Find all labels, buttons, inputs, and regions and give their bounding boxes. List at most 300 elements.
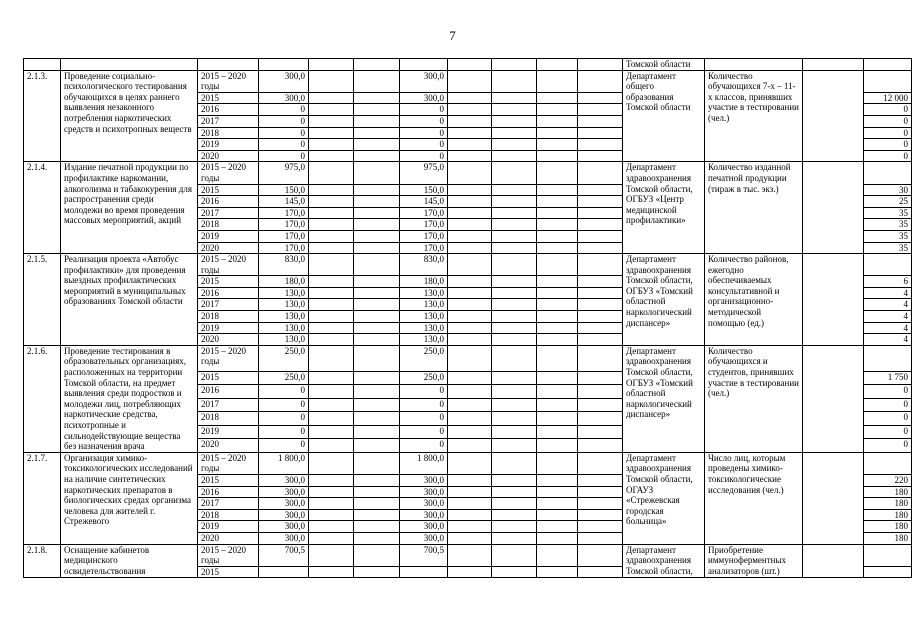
empty-cell [448,521,492,533]
regional-budget-amount: 170,0 [400,242,448,254]
table-row [24,70,912,92]
empty-cell [492,230,537,242]
empty-cell [309,139,354,151]
empty-cell [492,452,537,474]
empty-cell [492,70,537,92]
empty-cell [578,311,623,323]
period-cell: 2018 [198,412,259,426]
empty-cell [309,544,354,566]
period-cell: 2016 [198,486,259,498]
table-row [24,452,912,474]
period-cell: 2020 [198,532,259,544]
total-amount: 0 [259,150,309,162]
empty-cell [448,254,492,276]
empty-cell [309,230,354,242]
empty-cell [354,334,400,346]
empty-cell [492,162,537,184]
empty-cell [492,532,537,544]
total-amount: 130,0 [259,334,309,346]
empty-cell [309,150,354,162]
empty-cell [448,276,492,288]
empty-cell [492,311,537,323]
period-cell: 2020 [198,334,259,346]
total-amount: 180,0 [259,276,309,288]
indicator-value: 180 [864,486,912,498]
empty-cell [354,127,400,139]
empty-cell [448,242,492,254]
empty-cell [354,70,400,92]
indicator-value [864,162,912,184]
empty-cell [492,207,537,219]
empty-cell [492,566,537,578]
total-amount: 300,0 [259,486,309,498]
indicator-value: 12 000 [864,92,912,104]
empty-cell [578,498,623,510]
regional-budget-amount: 300,0 [400,70,448,92]
regional-budget-amount: 180,0 [400,276,448,288]
indicator-value: 180 [864,532,912,544]
empty-cell [578,521,623,533]
empty-cell [537,311,578,323]
period-cell: 2015 [198,276,259,288]
empty-cell [492,398,537,412]
empty-cell [803,254,864,346]
empty-cell [537,150,578,162]
activity-number: 2.1.8. [24,544,61,578]
empty-cell [354,230,400,242]
regional-budget-amount: 300,0 [400,486,448,498]
empty-cell [309,184,354,196]
empty-cell [492,276,537,288]
empty-cell [354,196,400,208]
empty-cell [537,242,578,254]
regional-budget-amount: 130,0 [400,287,448,299]
empty-cell [492,498,537,510]
empty-cell [578,276,623,288]
empty-cell [537,334,578,346]
empty-cell [578,486,623,498]
indicator-value: 30 [864,184,912,196]
empty-cell [309,398,354,412]
empty-cell [537,532,578,544]
empty-cell [537,322,578,334]
indicator-value: 0 [864,139,912,151]
period-cell: 2016 [198,385,259,399]
empty-cell [537,474,578,486]
regional-budget-amount: 145,0 [400,196,448,208]
empty-cell [354,566,400,578]
empty-cell [448,452,492,474]
total-amount: 145,0 [259,196,309,208]
empty-cell [309,452,354,474]
period-cell: 2015 – 2020 годы [198,345,259,371]
period-cell: 2018 [198,311,259,323]
empty-cell [537,385,578,399]
empty-cell [309,412,354,426]
empty-cell [448,70,492,92]
empty-cell [492,254,537,276]
regional-budget-amount: 170,0 [400,207,448,219]
activity-name: Организация химико-токсикологических исследований на наличие синтетических наркотических препаратов в биологических средах организма человека для жителей г. Стрежевого [61,452,198,544]
indicator-value [864,566,912,578]
regional-budget-amount: 0 [400,439,448,453]
regional-budget-amount: 130,0 [400,322,448,334]
empty-cell [578,299,623,311]
activity-name: Издание печатной продукции по профилактике наркомании, алкоголизма и табакокурения для распространения среди молодежи во время проведения массовых мероприятий, акций [61,162,198,254]
empty-cell [309,486,354,498]
empty-cell [537,162,578,184]
empty-cell [492,334,537,346]
empty-cell [537,521,578,533]
regional-budget-amount: 300,0 [400,474,448,486]
period-cell: 2015 – 2020 годы [198,544,259,566]
empty-cell [309,322,354,334]
indicator-name: Количество обучающихся и студентов, принявших участие в тестировании (чел.) [705,345,803,452]
total-amount: 130,0 [259,299,309,311]
indicator-value: 180 [864,509,912,521]
period-cell: 2020 [198,150,259,162]
regional-budget-amount: 170,0 [400,230,448,242]
empty-cell [448,299,492,311]
empty-cell [309,104,354,116]
regional-budget-amount: 830,0 [400,254,448,276]
empty-cell [492,322,537,334]
total-amount: 150,0 [259,184,309,196]
period-cell: 2015 [198,184,259,196]
empty-cell [578,287,623,299]
regional-budget-amount: 1 800,0 [400,452,448,474]
period-cell: 2017 [198,207,259,219]
empty-cell [803,70,864,162]
empty-cell [578,334,623,346]
empty-cell [537,486,578,498]
activity-number: 2.1.6. [24,345,61,452]
empty-cell [354,509,400,521]
empty-cell [492,196,537,208]
total-amount: 300,0 [259,509,309,521]
empty-cell [354,299,400,311]
indicator-value: 0 [864,127,912,139]
regional-budget-amount: 0 [400,104,448,116]
empty-cell [492,219,537,231]
empty-cell [354,425,400,439]
indicator-value [864,70,912,92]
period-cell: 2018 [198,219,259,231]
executor-cell: Департамент здравоохранения Томской области, [623,544,705,578]
indicator-value [864,452,912,474]
period-cell: 2016 [198,104,259,116]
empty-cell [309,207,354,219]
empty-cell [578,398,623,412]
indicator-value: 0 [864,439,912,453]
regional-budget-amount: 150,0 [400,184,448,196]
total-amount: 130,0 [259,311,309,323]
empty-cell [309,299,354,311]
total-amount: 300,0 [259,92,309,104]
indicator-value: 0 [864,150,912,162]
activity-number: 2.1.5. [24,254,61,346]
empty-cell [537,184,578,196]
regional-budget-amount: 250,0 [400,345,448,371]
empty-cell [537,276,578,288]
period-cell: 2015 [198,474,259,486]
empty-cell [803,345,864,452]
empty-cell [354,532,400,544]
regional-budget-amount: 300,0 [400,509,448,521]
empty-cell [448,566,492,578]
empty-cell [537,345,578,371]
total-amount: 830,0 [259,254,309,276]
empty-cell [309,566,354,578]
executor-cell: Департамент здравоохранения Томской области, ОГБУЗ «Томский областной наркологический диспансер» [623,345,705,452]
period-cell: 2016 [198,287,259,299]
empty-cell [578,230,623,242]
empty-cell [578,150,623,162]
empty-cell [492,486,537,498]
empty-cell [578,127,623,139]
total-amount: 0 [259,439,309,453]
empty-cell [309,521,354,533]
empty-cell [309,345,354,371]
empty-cell [578,162,623,184]
period-cell: 2015 – 2020 годы [198,162,259,184]
empty-cell [354,184,400,196]
period-cell: 2017 [198,398,259,412]
regional-budget-amount: 0 [400,425,448,439]
period-cell: 2015 – 2020 годы [198,452,259,474]
empty-cell [537,398,578,412]
period-cell: 2018 [198,509,259,521]
empty-cell [492,474,537,486]
empty-cell [448,412,492,426]
empty-cell [492,104,537,116]
period-cell: 2015 [198,566,259,578]
regional-budget-amount: 0 [400,398,448,412]
empty-cell [492,412,537,426]
indicator-value: 1 750 [864,371,912,385]
empty-cell [354,521,400,533]
indicator-name: Число лиц, которым проведены химико-токсикологические исследования (чел.) [705,452,803,544]
empty-cell [537,412,578,426]
table-row [24,162,912,184]
empty-cell [309,196,354,208]
empty-cell [354,486,400,498]
total-amount: 170,0 [259,242,309,254]
regional-budget-amount: 975,0 [400,162,448,184]
empty-cell [492,139,537,151]
empty-cell [537,299,578,311]
indicator-value: 0 [864,385,912,399]
empty-cell [354,254,400,276]
empty-cell [537,115,578,127]
regional-budget-amount: 0 [400,150,448,162]
empty-cell [448,219,492,231]
empty-cell [448,439,492,453]
empty-cell [309,334,354,346]
empty-cell [354,287,400,299]
empty-cell [537,425,578,439]
empty-cell [803,162,864,254]
empty-cell [309,70,354,92]
total-amount: 300,0 [259,498,309,510]
period-cell: 2019 [198,230,259,242]
empty-cell [448,498,492,510]
indicator-value: 35 [864,207,912,219]
empty-cell [354,150,400,162]
regional-budget-amount: 700,5 [400,544,448,566]
period-cell: 2018 [198,127,259,139]
regional-budget-amount: 0 [400,412,448,426]
empty-cell [537,498,578,510]
empty-cell [309,474,354,486]
empty-cell [537,544,578,566]
empty-cell [578,115,623,127]
activity-name: Проведение тестирования в образовательных организациях, расположенных на территории Томской области, на предмет выявления среди подростков и молодежи лиц, потребляющих наркотические средства, психотропные и сильнодействующие вещества без назначения врача [61,345,198,452]
empty-cell [492,371,537,385]
empty-cell [492,439,537,453]
indicator-value [864,254,912,276]
empty-cell [448,371,492,385]
table-row [24,345,912,371]
empty-cell [309,509,354,521]
indicator-value: 25 [864,196,912,208]
empty-cell [448,509,492,521]
period-cell: 2020 [198,439,259,453]
indicator-value: 0 [864,398,912,412]
empty-cell [448,322,492,334]
indicator-value: 35 [864,230,912,242]
empty-cell [309,532,354,544]
empty-cell [448,139,492,151]
executor-cell: Томской области [623,59,705,71]
empty-cell [578,322,623,334]
empty-cell [492,242,537,254]
activity-number: 2.1.7. [24,452,61,544]
empty-cell [354,276,400,288]
empty-cell [578,70,623,92]
empty-cell [578,425,623,439]
empty-cell [578,532,623,544]
empty-cell [309,371,354,385]
regional-budget-amount: 250,0 [400,371,448,385]
total-amount: 130,0 [259,287,309,299]
empty-cell [448,287,492,299]
empty-cell [537,139,578,151]
table-row [24,254,912,276]
empty-cell [354,139,400,151]
indicator-value: 180 [864,498,912,510]
period-cell: 2017 [198,498,259,510]
empty-cell [354,104,400,116]
indicator-value: 0 [864,425,912,439]
empty-cell [537,287,578,299]
empty-cell [354,92,400,104]
empty-cell [537,92,578,104]
empty-cell [354,498,400,510]
regional-budget-amount: 130,0 [400,311,448,323]
executor-cell: Департамент общего образования Томской области [623,70,705,162]
period-cell: 2017 [198,115,259,127]
indicator-value: 4 [864,322,912,334]
empty-cell [492,92,537,104]
empty-cell [578,139,623,151]
empty-cell [448,207,492,219]
indicator-value: 0 [864,104,912,116]
empty-cell [448,345,492,371]
empty-cell [309,115,354,127]
regional-budget-amount: 0 [400,115,448,127]
total-amount: 300,0 [259,474,309,486]
empty-cell [492,184,537,196]
total-amount: 975,0 [259,162,309,184]
empty-cell [537,439,578,453]
indicator-value: 4 [864,299,912,311]
total-amount: 1 800,0 [259,452,309,474]
empty-cell [354,474,400,486]
regional-budget-amount: 130,0 [400,334,448,346]
empty-cell [492,544,537,566]
empty-cell [448,162,492,184]
total-amount: 300,0 [259,521,309,533]
table-row [24,544,912,566]
regional-budget-amount: 0 [400,385,448,399]
regional-budget-amount: 0 [400,127,448,139]
page-number: 7 [449,28,456,43]
period-cell: 2019 [198,521,259,533]
empty-cell [492,385,537,399]
empty-cell [309,242,354,254]
empty-cell [578,385,623,399]
period-cell: 2019 [198,139,259,151]
empty-cell [309,219,354,231]
executor-cell: Департамент здравоохранения Томской области, ОГБУЗ «Томский областной наркологический диспансер» [623,254,705,346]
empty-cell [448,334,492,346]
regional-budget-amount: 300,0 [400,498,448,510]
total-amount: 170,0 [259,230,309,242]
empty-cell [578,412,623,426]
empty-cell [448,230,492,242]
indicator-value [864,544,912,566]
empty-cell [448,92,492,104]
empty-cell [448,115,492,127]
empty-cell [354,385,400,399]
period-cell: 2017 [198,299,259,311]
empty-cell [354,219,400,231]
empty-cell [448,127,492,139]
empty-cell [448,474,492,486]
empty-cell [578,452,623,474]
total-amount: 0 [259,127,309,139]
empty-cell [537,254,578,276]
activity-name: Оснащение кабинетов медицинского освидетельствования [61,544,198,578]
empty-cell [492,115,537,127]
empty-cell [492,287,537,299]
total-amount: 0 [259,115,309,127]
indicator-name: Приобретение иммуноферментных анализаторов (шт.) [705,544,803,578]
indicator-value: 4 [864,287,912,299]
total-amount: 250,0 [259,371,309,385]
empty-cell [309,92,354,104]
indicator-value: 0 [864,115,912,127]
empty-cell [309,276,354,288]
activity-name: Реализация проекта «Автобус профилактики» для проведения выездных профилактических мероприятий в муниципальных образованиях Томской области [61,254,198,346]
empty-cell [448,104,492,116]
regional-budget-amount: 300,0 [400,532,448,544]
empty-cell [309,439,354,453]
empty-cell [578,254,623,276]
empty-cell [537,127,578,139]
empty-cell [492,150,537,162]
